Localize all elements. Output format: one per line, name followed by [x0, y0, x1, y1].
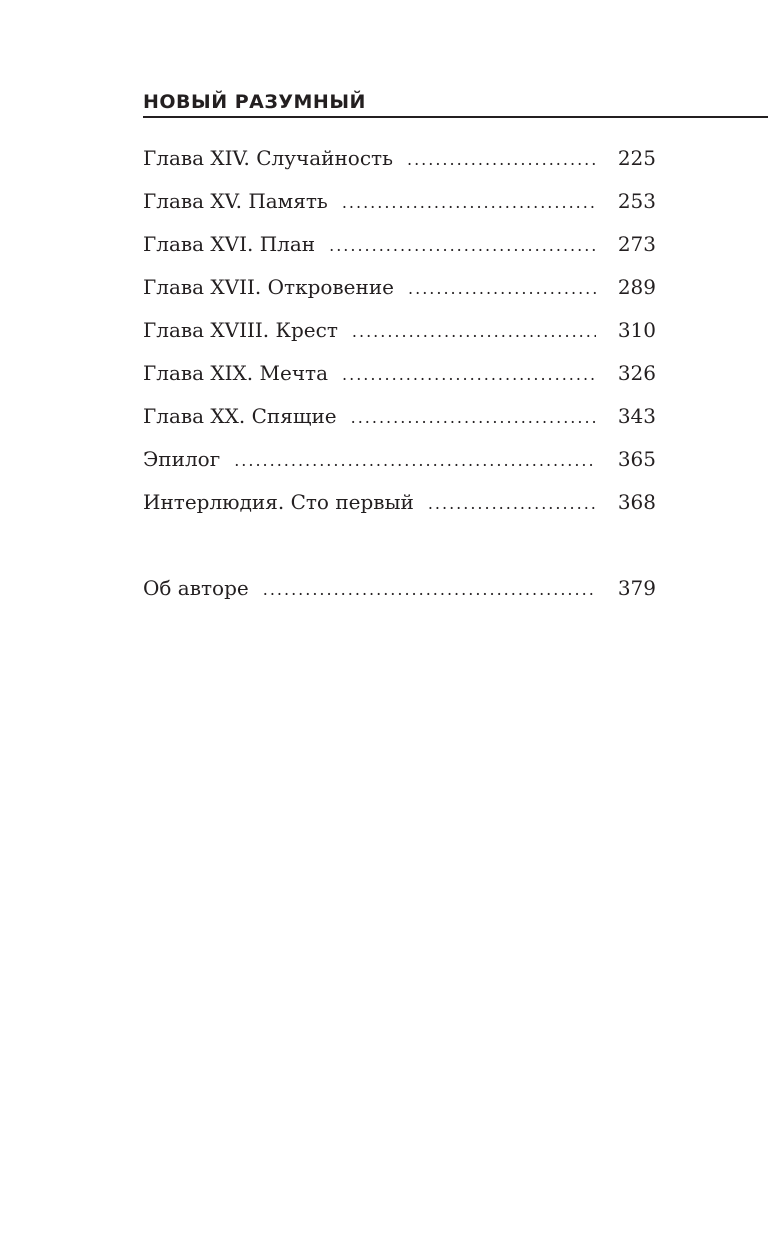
toc-dot-leader	[408, 272, 596, 306]
toc-page-number: 326	[617, 361, 656, 385]
toc-entry-chapter-19	[143, 356, 656, 399]
toc-entry-chapter-20	[143, 399, 656, 442]
toc-page-number: 365	[617, 447, 656, 471]
toc-entry-title: Глава XVI. План	[143, 232, 316, 256]
toc-entry-chapter-14	[143, 141, 656, 184]
toc-page-number: 379	[617, 576, 656, 600]
toc-page-number: 368	[617, 490, 656, 514]
toc-dot-leader	[342, 186, 596, 220]
toc-entry-title: Глава XX. Спящие	[143, 404, 337, 428]
toc-entry-about-author	[143, 571, 656, 614]
toc-entry-title: Глава XVIII. Крест	[143, 318, 338, 342]
toc-page-number: 253	[617, 189, 656, 213]
toc-page-number: 225	[617, 146, 656, 170]
toc-dot-leader	[351, 401, 596, 435]
toc-dot-leader	[342, 358, 596, 392]
toc-entry-title: Эпилог	[143, 447, 221, 471]
toc-page-number: 310	[617, 318, 656, 342]
toc-dot-leader	[263, 573, 596, 607]
toc-entry-title: Глава XVII. Откровение	[143, 275, 395, 299]
toc-entry-title: Глава XV. Память	[143, 189, 328, 213]
toc-entry-interlude	[143, 485, 656, 528]
toc-entry-title: Об авторе	[143, 576, 249, 600]
toc-entry-title: Интерлюдия. Сто первый	[143, 490, 414, 514]
toc-dot-leader	[234, 444, 596, 478]
toc-dot-leader	[329, 229, 596, 263]
table-of-contents	[143, 141, 656, 614]
toc-page-number: 289	[617, 275, 656, 299]
header-rule	[143, 116, 768, 118]
toc-page-number: 273	[617, 232, 656, 256]
toc-entry-title: Глава XIX. Мечта	[143, 361, 329, 385]
toc-entry-chapter-16	[143, 227, 656, 270]
toc-entry-title: Глава XIV. Случайность	[143, 146, 393, 170]
toc-dot-leader	[352, 315, 596, 349]
running-head: НОВЫЙ РАЗУМНЫЙ	[143, 91, 366, 113]
toc-entry-epilogue	[143, 442, 656, 485]
toc-dot-leader	[428, 487, 596, 521]
toc-page-number: 343	[617, 404, 656, 428]
toc-entry-chapter-18	[143, 313, 656, 356]
toc-entry-chapter-15	[143, 184, 656, 227]
toc-entry-chapter-17	[143, 270, 656, 313]
toc-dot-leader	[407, 143, 596, 177]
